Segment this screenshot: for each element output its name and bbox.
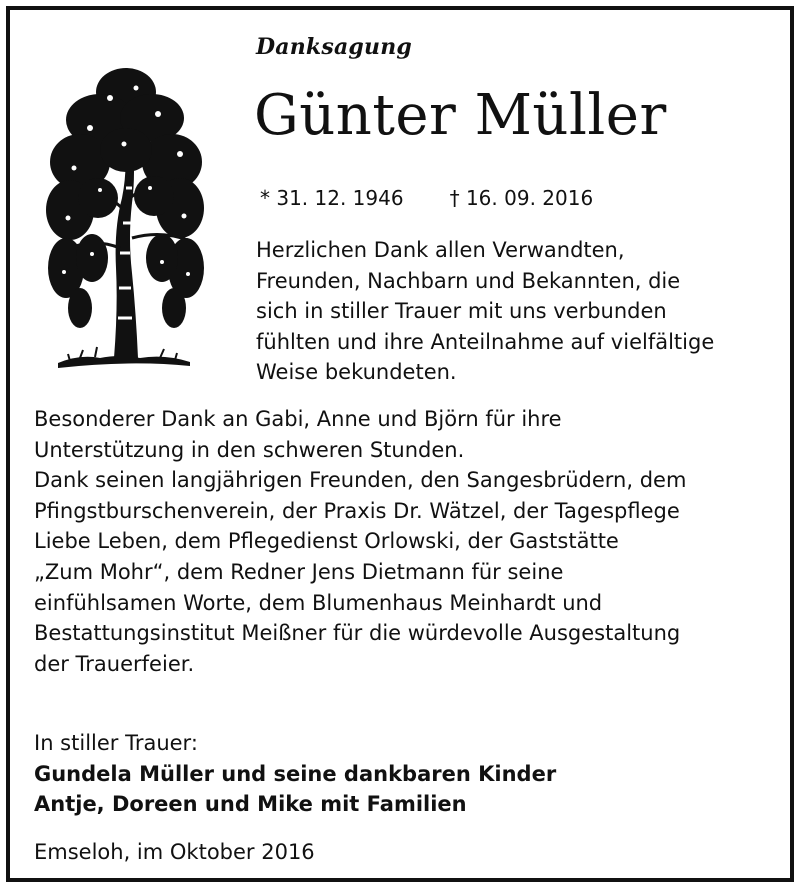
text-line: „Zum Mohr“, dem Redner Jens Dietmann für seine: [34, 559, 564, 584]
deceased-name: Günter Müller: [254, 83, 667, 148]
thanks-paragraph: [256, 235, 714, 388]
death-date: † 16. 09. 2016: [449, 186, 594, 210]
mourning-intro: In stiller Trauer:: [34, 731, 198, 755]
text-line: Freunden, Nachbarn und Bekannten, die: [256, 268, 681, 293]
text-line: Besonderer Dank an Gabi, Anne und Björn für ihre: [34, 407, 562, 431]
obituary-notice: [6, 6, 794, 882]
text-line: Herzlichen Dank allen Verwandten,: [256, 238, 625, 262]
place-and-date: Emseloh, im Oktober 2016: [34, 840, 315, 864]
text-line: der Trauerfeier.: [34, 651, 195, 676]
text-line: Pfingstburschenverein, der Praxis Dr. Wätzel, der Tagespflege: [34, 498, 680, 523]
life-dates: [260, 186, 593, 210]
family-names-line-1: Gundela Müller und seine dankbaren Kinder: [34, 761, 557, 786]
text-line: Weise bekundeten.: [256, 360, 457, 385]
text-line: einfühlsamen Worte, dem Blumenhaus Meinhardt und: [34, 590, 603, 615]
mourning-block: [34, 728, 556, 820]
special-thanks-paragraph: [34, 404, 686, 679]
text-line: sich in stiller Trauer mit uns verbunden: [256, 299, 667, 324]
text-line: Liebe Leben, dem Pflegedienst Orlowski, der Gaststätte: [34, 529, 619, 554]
family-names-line-2: Antje, Doreen und Mike mit Familien: [34, 792, 467, 817]
notice-heading: Danksagung: [256, 34, 412, 60]
text-line: Unterstützung in den schweren Stunden.: [34, 437, 465, 462]
text-line: Dank seinen langjährigen Freunden, den Sangesbrüdern, dem: [34, 468, 687, 493]
text-line: Bestattungsinstitut Meißner für die würdevolle Ausgestaltung: [34, 621, 681, 646]
text-line: fühlten und ihre Anteilnahme auf vielfältige: [256, 329, 715, 354]
birth-date: * 31. 12. 1946: [260, 186, 404, 210]
birch-tree-icon: [40, 58, 210, 378]
